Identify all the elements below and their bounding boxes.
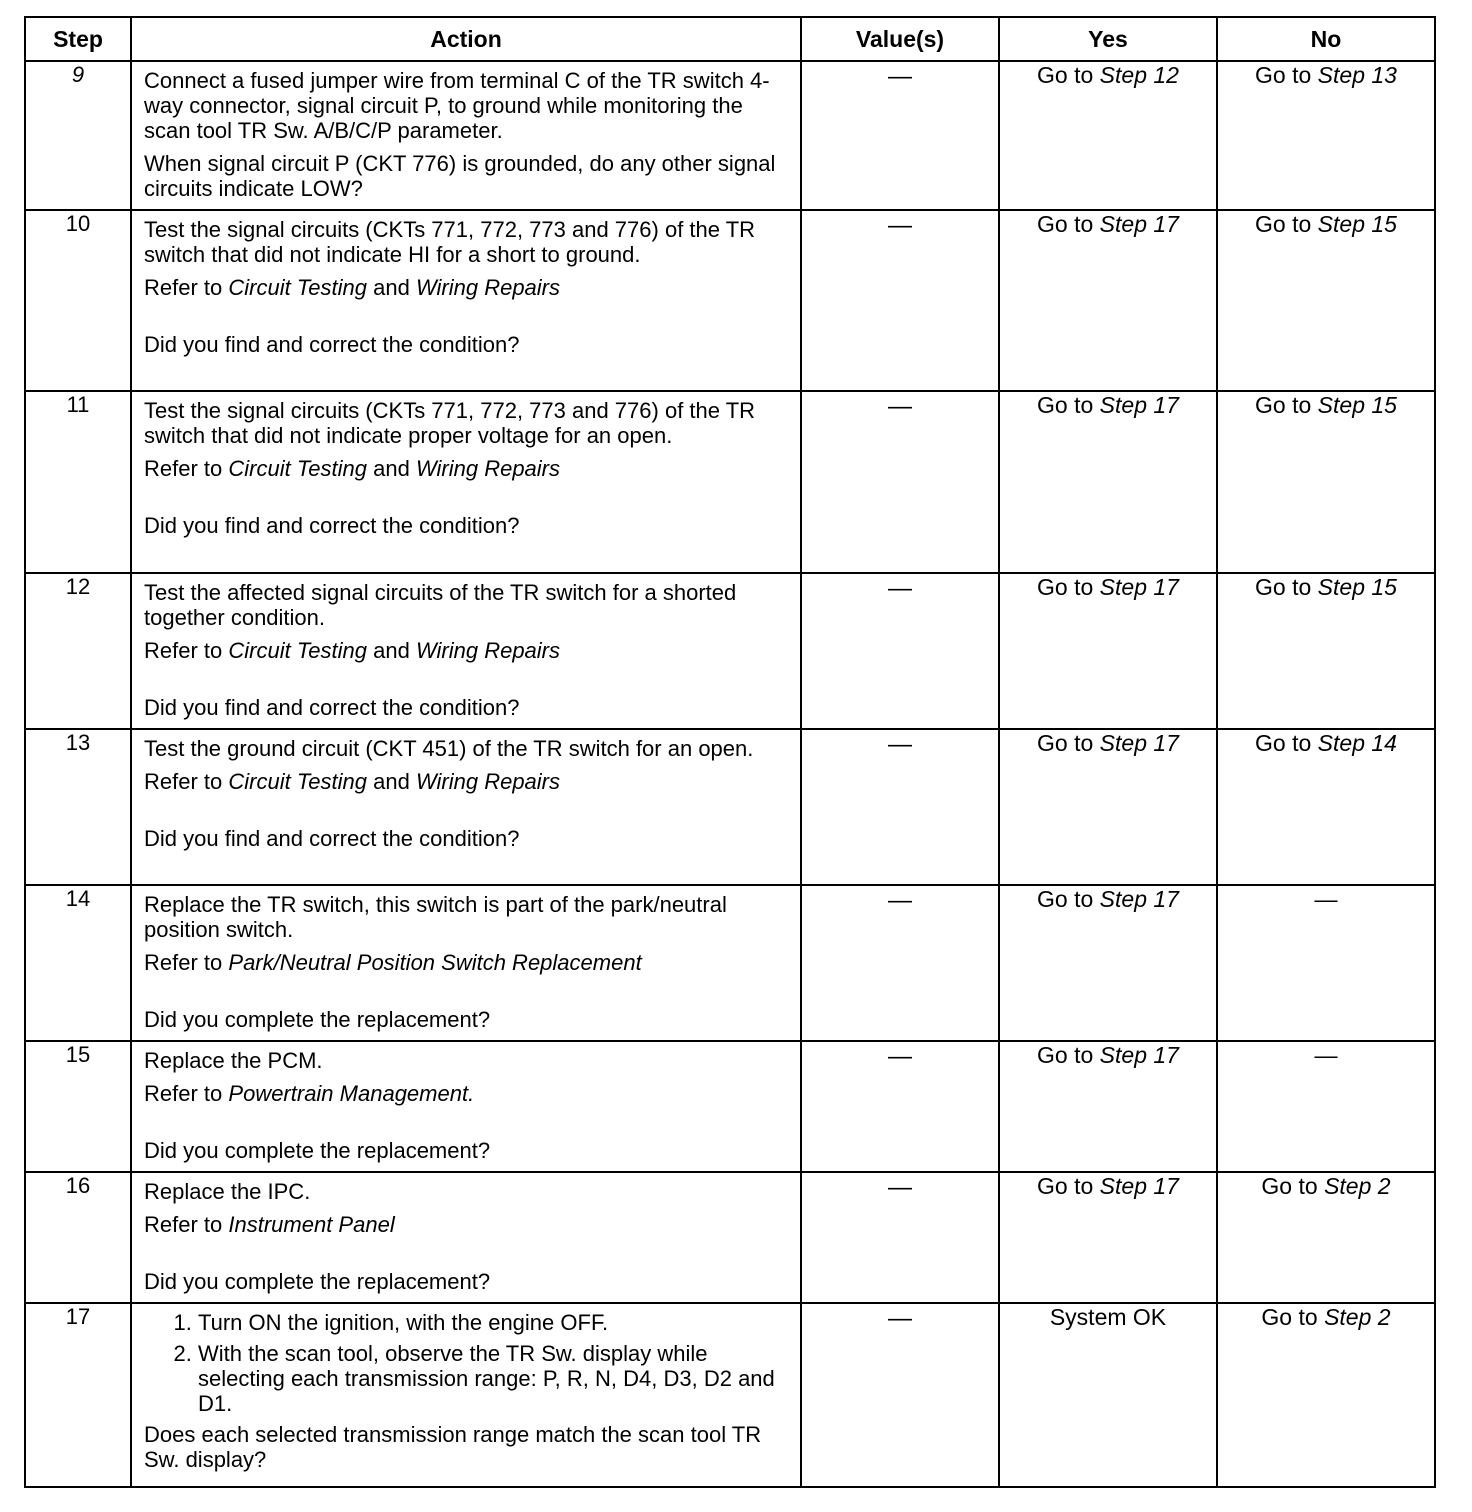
table-row	[25, 391, 1435, 573]
no-cell	[1217, 61, 1435, 210]
and-text: and	[373, 638, 410, 663]
ref-wiring-repairs: Wiring Repairs	[415, 638, 561, 663]
goto-text: Go to	[1037, 62, 1094, 88]
yes-step-ref: Step 17	[1099, 730, 1179, 756]
value-cell: —	[801, 61, 999, 210]
no-step-ref: Step 14	[1317, 730, 1397, 756]
header-yes: Yes	[999, 17, 1217, 61]
action-reference	[144, 1212, 790, 1237]
refer-to-text: Refer to	[144, 1081, 223, 1106]
goto-text: Go to	[1261, 1173, 1318, 1199]
no-step-ref: Step 15	[1317, 574, 1397, 600]
action-cell	[131, 1041, 801, 1172]
step-number: 10	[25, 210, 131, 391]
goto-text: Go to	[1037, 392, 1094, 418]
ref-circuit-testing: Circuit Testing	[228, 275, 367, 300]
action-cell	[131, 573, 801, 729]
yes-cell	[999, 1172, 1217, 1303]
yes-step-ref: Step 17	[1099, 886, 1179, 912]
no-cell	[1217, 210, 1435, 391]
goto-text: Go to	[1255, 730, 1312, 756]
ref-wiring-repairs: Wiring Repairs	[415, 769, 561, 794]
yes-cell	[999, 1041, 1217, 1172]
table-row	[25, 1303, 1435, 1487]
action-question: Did you complete the replacement?	[144, 1269, 491, 1294]
yes-cell	[999, 573, 1217, 729]
refer-to-text: Refer to	[144, 950, 223, 975]
header-row	[25, 17, 1435, 61]
value-cell: —	[801, 391, 999, 573]
action-reference	[144, 638, 790, 663]
step-number: 12	[25, 573, 131, 729]
no-cell	[1217, 391, 1435, 573]
action-question: Did you find and correct the condition?	[144, 695, 520, 720]
step-number: 16	[25, 1172, 131, 1303]
action-text: Test the signal circuits (CKTs 771, 772, 773 and 776) of the TR switch that did not indicate proper voltage for an open.	[144, 398, 756, 448]
action-text: Replace the IPC.	[144, 1179, 311, 1204]
action-cell	[131, 885, 801, 1041]
table-row	[25, 61, 1435, 210]
ref-circuit-testing: Circuit Testing	[228, 638, 367, 663]
refer-to-text: Refer to	[144, 769, 223, 794]
refer-to-text: Refer to	[144, 275, 223, 300]
yes-step-ref: Step 17	[1099, 1173, 1179, 1199]
table-row	[25, 573, 1435, 729]
action-cell	[131, 1172, 801, 1303]
yes-step-ref: Step 17	[1099, 392, 1179, 418]
goto-text: Go to	[1037, 211, 1094, 237]
header-action: Action	[131, 17, 801, 61]
table-row	[25, 729, 1435, 885]
action-cell	[131, 1303, 801, 1487]
step-number: 15	[25, 1041, 131, 1172]
step-number: 17	[25, 1303, 131, 1487]
table-row	[25, 1172, 1435, 1303]
yes-cell: System OK	[999, 1303, 1217, 1487]
action-question: Did you find and correct the condition?	[144, 513, 520, 538]
yes-cell	[999, 61, 1217, 210]
no-step-ref: Step 2	[1324, 1173, 1391, 1199]
ref-circuit-testing: Circuit Testing	[228, 456, 367, 481]
value-cell: —	[801, 729, 999, 885]
action-list	[144, 1310, 790, 1416]
yes-cell	[999, 210, 1217, 391]
action-reference	[144, 769, 790, 794]
action-text: Replace the TR switch, this switch is part of the park/neutral position switch.	[144, 892, 727, 942]
no-cell	[1217, 573, 1435, 729]
no-cell	[1217, 729, 1435, 885]
no-cell	[1217, 1172, 1435, 1303]
ref-wiring-repairs: Wiring Repairs	[415, 456, 561, 481]
action-cell	[131, 729, 801, 885]
action-question: Does each selected transmission range match the scan tool TR Sw. display?	[144, 1422, 762, 1472]
value-cell: —	[801, 1172, 999, 1303]
action-reference	[144, 275, 790, 300]
action-reference	[144, 1081, 790, 1106]
no-step-ref: Step 15	[1317, 211, 1397, 237]
yes-cell	[999, 391, 1217, 573]
ref-wiring-repairs: Wiring Repairs	[415, 275, 561, 300]
list-item: 2. With the scan tool, observe the TR Sw. display while selecting each transmission range: P, R, N, D4, D3, D2 and D1.	[198, 1341, 790, 1416]
action-cell	[131, 210, 801, 391]
action-question: Did you complete the replacement?	[144, 1138, 491, 1163]
value-cell: —	[801, 210, 999, 391]
and-text: and	[373, 769, 410, 794]
action-cell	[131, 391, 801, 573]
action-question: When signal circuit P (CKT 776) is grounded, do any other signal circuits indicate LOW?	[144, 151, 776, 201]
step-number: 11	[25, 391, 131, 573]
goto-text: Go to	[1037, 730, 1094, 756]
goto-text: Go to	[1255, 574, 1312, 600]
yes-step-ref: Step 17	[1099, 211, 1179, 237]
header-step: Step	[25, 17, 131, 61]
value-cell: —	[801, 885, 999, 1041]
goto-text: Go to	[1255, 392, 1312, 418]
action-question: Did you complete the replacement?	[144, 1007, 491, 1032]
no-cell: —	[1217, 1041, 1435, 1172]
ref-document: Powertrain Management.	[228, 1081, 475, 1106]
list-item: 1. Turn ON the ignition, with the engine OFF.	[198, 1310, 790, 1335]
step-number: 9	[25, 61, 131, 210]
table-row	[25, 1041, 1435, 1172]
table-row	[25, 210, 1435, 391]
action-text: Replace the PCM.	[144, 1048, 323, 1073]
action-text: Test the signal circuits (CKTs 771, 772, 773 and 776) of the TR switch that did not indicate HI for a short to ground.	[144, 217, 756, 267]
no-cell: —	[1217, 885, 1435, 1041]
refer-to-text: Refer to	[144, 638, 223, 663]
goto-text: Go to	[1255, 211, 1312, 237]
yes-cell	[999, 729, 1217, 885]
refer-to-text: Refer to	[144, 456, 223, 481]
refer-to-text: Refer to	[144, 1212, 223, 1237]
action-text: Test the affected signal circuits of the TR switch for a shorted together condition.	[144, 580, 737, 630]
goto-text: Go to	[1037, 574, 1094, 600]
yes-step-ref: Step 17	[1099, 574, 1179, 600]
ref-document: Instrument Panel	[228, 1212, 395, 1237]
ref-circuit-testing: Circuit Testing	[228, 769, 367, 794]
yes-cell	[999, 885, 1217, 1041]
diagnostic-table	[24, 16, 1436, 1488]
step-number: 14	[25, 885, 131, 1041]
value-cell: —	[801, 573, 999, 729]
goto-text: Go to	[1037, 1173, 1094, 1199]
yes-step-ref: Step 12	[1099, 62, 1179, 88]
goto-text: Go to	[1037, 1042, 1094, 1068]
action-text: Connect a fused jumper wire from terminal C of the TR switch 4-way connector, signal circuit P, to ground while monitoring the scan tool TR Sw. A/B/C/P parameter.	[144, 68, 770, 143]
header-no: No	[1217, 17, 1435, 61]
goto-text: Go to	[1037, 886, 1094, 912]
no-step-ref: Step 15	[1317, 392, 1397, 418]
action-reference	[144, 950, 790, 975]
action-cell	[131, 61, 801, 210]
no-cell	[1217, 1303, 1435, 1487]
table-row	[25, 885, 1435, 1041]
action-text: Test the ground circuit (CKT 451) of the TR switch for an open.	[144, 736, 754, 761]
value-cell: —	[801, 1303, 999, 1487]
yes-step-ref: Step 17	[1099, 1042, 1179, 1068]
ref-document: Park/Neutral Position Switch Replacement	[228, 950, 642, 975]
and-text: and	[373, 456, 410, 481]
goto-text: Go to	[1255, 62, 1312, 88]
no-step-ref: Step 2	[1324, 1304, 1391, 1330]
no-step-ref: Step 13	[1317, 62, 1397, 88]
action-question: Did you find and correct the condition?	[144, 826, 520, 851]
and-text: and	[373, 275, 410, 300]
value-cell: —	[801, 1041, 999, 1172]
action-question: Did you find and correct the condition?	[144, 332, 520, 357]
step-number: 13	[25, 729, 131, 885]
goto-text: Go to	[1261, 1304, 1318, 1330]
action-reference	[144, 456, 790, 481]
header-values: Value(s)	[801, 17, 999, 61]
